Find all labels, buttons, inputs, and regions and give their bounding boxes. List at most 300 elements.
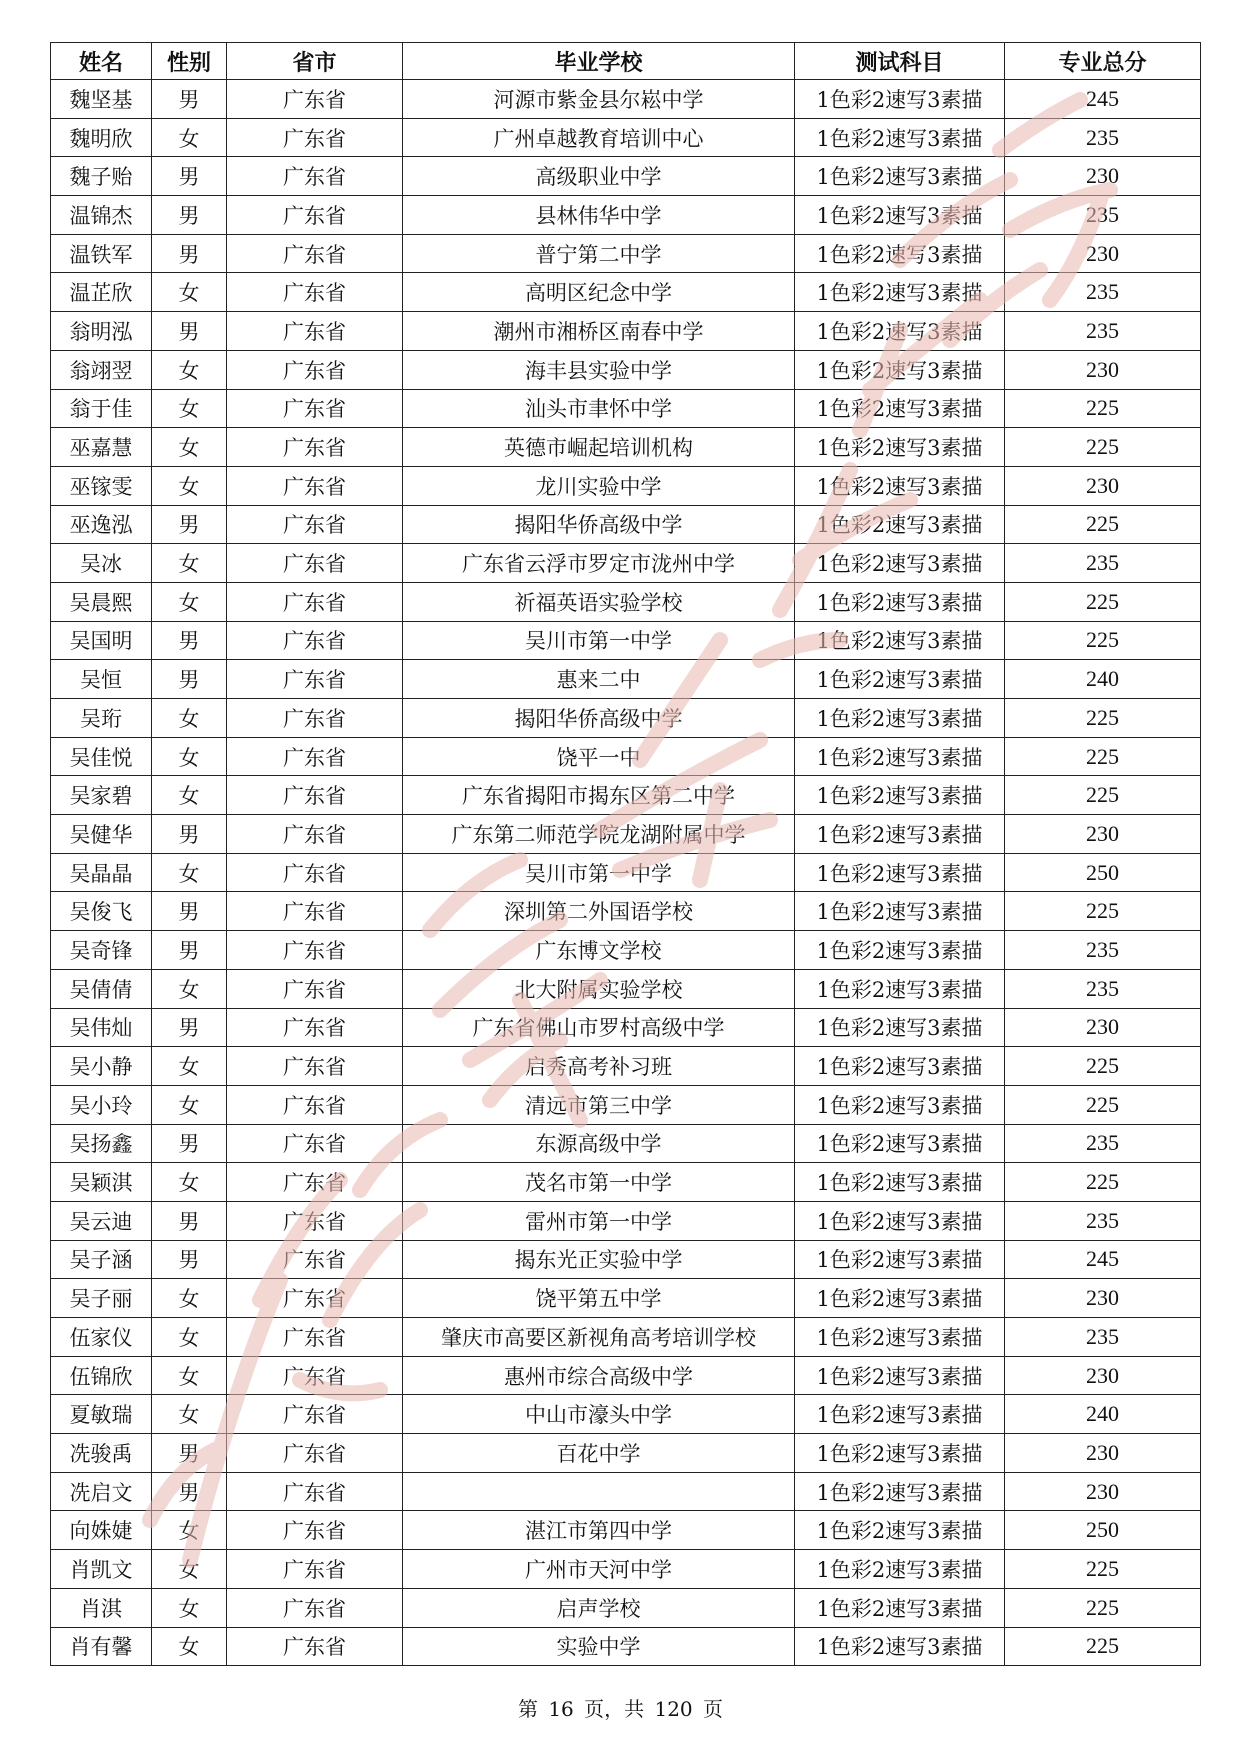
cell-subjects: 1色彩2速写3素描 — [795, 1163, 1005, 1202]
cell-name: 冼骏禹 — [51, 1434, 152, 1473]
cell-total-score: 245 — [1005, 80, 1201, 119]
cell-subjects: 1色彩2速写3素描 — [795, 505, 1005, 544]
cell-gender: 女 — [152, 1588, 227, 1627]
cell-subjects: 1色彩2速写3素描 — [795, 582, 1005, 621]
cell-province: 广东省 — [227, 312, 403, 351]
cell-province: 广东省 — [227, 157, 403, 196]
cell-subjects: 1色彩2速写3素描 — [795, 273, 1005, 312]
table-row — [51, 892, 1201, 931]
cell-province: 广东省 — [227, 80, 403, 119]
cell-school: 县林伟华中学 — [403, 196, 795, 235]
table-header-row — [51, 43, 1201, 80]
cell-province: 广东省 — [227, 544, 403, 583]
cell-school: 海丰县实验中学 — [403, 350, 795, 389]
cell-school: 高级职业中学 — [403, 157, 795, 196]
cell-gender: 女 — [152, 428, 227, 467]
cell-gender: 女 — [152, 466, 227, 505]
table-body — [51, 80, 1201, 1666]
cell-school: 惠来二中 — [403, 660, 795, 699]
cell-school: 祈福英语实验学校 — [403, 582, 795, 621]
cell-name: 吴佳悦 — [51, 737, 152, 776]
footer-page-prefix: 第 — [517, 1697, 538, 1721]
cell-total-score: 225 — [1005, 582, 1201, 621]
cell-subjects: 1色彩2速写3素描 — [795, 815, 1005, 854]
cell-school: 揭阳华侨高级中学 — [403, 505, 795, 544]
cell-subjects: 1色彩2速写3素描 — [795, 1085, 1005, 1124]
cell-total-score: 235 — [1005, 196, 1201, 235]
table-row — [51, 1201, 1201, 1240]
footer-current-page: 16 — [548, 1697, 574, 1721]
header-name: 姓名 — [51, 43, 152, 80]
cell-school: 东源高级中学 — [403, 1124, 795, 1163]
cell-name: 吴倩倩 — [51, 969, 152, 1008]
cell-total-score: 225 — [1005, 1085, 1201, 1124]
cell-subjects: 1色彩2速写3素描 — [795, 1356, 1005, 1395]
table-row — [51, 1318, 1201, 1357]
cell-school: 潮州市湘桥区南春中学 — [403, 312, 795, 351]
cell-gender: 女 — [152, 1395, 227, 1434]
cell-total-score: 230 — [1005, 466, 1201, 505]
cell-name: 吴晶晶 — [51, 853, 152, 892]
cell-total-score: 235 — [1005, 969, 1201, 1008]
cell-province: 广东省 — [227, 1627, 403, 1666]
cell-province: 广东省 — [227, 428, 403, 467]
cell-gender: 男 — [152, 660, 227, 699]
cell-province: 广东省 — [227, 1047, 403, 1086]
cell-gender: 男 — [152, 1434, 227, 1473]
cell-subjects: 1色彩2速写3素描 — [795, 466, 1005, 505]
cell-name: 吴国明 — [51, 621, 152, 660]
table-row — [51, 1434, 1201, 1473]
footer-page-mid: 页，共 — [584, 1697, 645, 1721]
cell-subjects: 1色彩2速写3素描 — [795, 157, 1005, 196]
cell-gender: 男 — [152, 505, 227, 544]
cell-province: 广东省 — [227, 1434, 403, 1473]
cell-total-score: 230 — [1005, 157, 1201, 196]
cell-name: 吴恒 — [51, 660, 152, 699]
cell-gender: 女 — [152, 969, 227, 1008]
cell-province: 广东省 — [227, 776, 403, 815]
cell-subjects: 1色彩2速写3素描 — [795, 1318, 1005, 1357]
cell-school: 饶平第五中学 — [403, 1279, 795, 1318]
cell-province: 广东省 — [227, 1201, 403, 1240]
cell-name: 温芷欣 — [51, 273, 152, 312]
cell-province: 广东省 — [227, 737, 403, 776]
cell-school: 中山市濠头中学 — [403, 1395, 795, 1434]
cell-gender: 女 — [152, 1550, 227, 1589]
cell-school: 普宁第二中学 — [403, 234, 795, 273]
cell-total-score: 235 — [1005, 1201, 1201, 1240]
cell-subjects: 1色彩2速写3素描 — [795, 234, 1005, 273]
cell-subjects: 1色彩2速写3素描 — [795, 1008, 1005, 1047]
cell-subjects: 1色彩2速写3素描 — [795, 1511, 1005, 1550]
table-row — [51, 196, 1201, 235]
cell-province: 广东省 — [227, 118, 403, 157]
cell-total-score: 230 — [1005, 1008, 1201, 1047]
table-row — [51, 1279, 1201, 1318]
cell-school: 北大附属实验学校 — [403, 969, 795, 1008]
cell-name: 肖凯文 — [51, 1550, 152, 1589]
cell-total-score: 225 — [1005, 892, 1201, 931]
cell-name: 吴晨熙 — [51, 582, 152, 621]
cell-name: 温铁军 — [51, 234, 152, 273]
cell-name: 魏子贻 — [51, 157, 152, 196]
cell-province: 广东省 — [227, 1124, 403, 1163]
cell-school: 广东省揭阳市揭东区第二中学 — [403, 776, 795, 815]
cell-total-score: 225 — [1005, 1550, 1201, 1589]
cell-school: 广东博文学校 — [403, 931, 795, 970]
cell-gender: 女 — [152, 1511, 227, 1550]
cell-name: 吴扬鑫 — [51, 1124, 152, 1163]
cell-school: 龙川实验中学 — [403, 466, 795, 505]
cell-school: 启声学校 — [403, 1588, 795, 1627]
cell-total-score: 225 — [1005, 1047, 1201, 1086]
cell-name: 伍家仪 — [51, 1318, 152, 1357]
cell-gender: 男 — [152, 1472, 227, 1511]
cell-total-score: 245 — [1005, 1240, 1201, 1279]
cell-province: 广东省 — [227, 699, 403, 738]
table-row — [51, 80, 1201, 119]
cell-school: 高明区纪念中学 — [403, 273, 795, 312]
table-row — [51, 853, 1201, 892]
table-row — [51, 969, 1201, 1008]
cell-name: 翁翊翌 — [51, 350, 152, 389]
table-row — [51, 1008, 1201, 1047]
cell-subjects: 1色彩2速写3素描 — [795, 1124, 1005, 1163]
table-row — [51, 621, 1201, 660]
cell-gender: 男 — [152, 234, 227, 273]
cell-name: 魏坚基 — [51, 80, 152, 119]
cell-total-score: 235 — [1005, 931, 1201, 970]
table-row — [51, 466, 1201, 505]
cell-subjects: 1色彩2速写3素描 — [795, 737, 1005, 776]
cell-subjects: 1色彩2速写3素描 — [795, 931, 1005, 970]
cell-province: 广东省 — [227, 1163, 403, 1202]
cell-subjects: 1色彩2速写3素描 — [795, 80, 1005, 119]
cell-school: 深圳第二外国语学校 — [403, 892, 795, 931]
cell-name: 吴伟灿 — [51, 1008, 152, 1047]
cell-province: 广东省 — [227, 1511, 403, 1550]
table-row — [51, 1047, 1201, 1086]
cell-gender: 男 — [152, 815, 227, 854]
cell-school: 清远市第三中学 — [403, 1085, 795, 1124]
cell-school: 广州卓越教育培训中心 — [403, 118, 795, 157]
cell-subjects: 1色彩2速写3素描 — [795, 853, 1005, 892]
cell-name: 伍锦欣 — [51, 1356, 152, 1395]
cell-province: 广东省 — [227, 969, 403, 1008]
cell-total-score: 230 — [1005, 234, 1201, 273]
cell-name: 吴家碧 — [51, 776, 152, 815]
cell-total-score: 230 — [1005, 1356, 1201, 1395]
table-row — [51, 1395, 1201, 1434]
cell-school: 饶平一中 — [403, 737, 795, 776]
cell-subjects: 1色彩2速写3素描 — [795, 892, 1005, 931]
cell-name: 夏敏瑞 — [51, 1395, 152, 1434]
cell-subjects: 1色彩2速写3素描 — [795, 699, 1005, 738]
table-row — [51, 1085, 1201, 1124]
cell-subjects: 1色彩2速写3素描 — [795, 969, 1005, 1008]
cell-province: 广东省 — [227, 1279, 403, 1318]
table-row — [51, 699, 1201, 738]
cell-school: 雷州市第一中学 — [403, 1201, 795, 1240]
cell-province: 广东省 — [227, 389, 403, 428]
cell-province: 广东省 — [227, 660, 403, 699]
cell-total-score: 225 — [1005, 505, 1201, 544]
cell-subjects: 1色彩2速写3素描 — [795, 544, 1005, 583]
table-row — [51, 389, 1201, 428]
cell-total-score: 235 — [1005, 544, 1201, 583]
cell-gender: 女 — [152, 273, 227, 312]
cell-total-score: 225 — [1005, 621, 1201, 660]
cell-gender: 女 — [152, 1279, 227, 1318]
cell-province: 广东省 — [227, 1085, 403, 1124]
table-row — [51, 118, 1201, 157]
cell-total-score: 235 — [1005, 312, 1201, 351]
cell-province: 广东省 — [227, 1008, 403, 1047]
cell-name: 巫嘉慧 — [51, 428, 152, 467]
cell-province: 广东省 — [227, 1588, 403, 1627]
cell-gender: 女 — [152, 776, 227, 815]
cell-gender: 男 — [152, 196, 227, 235]
cell-subjects: 1色彩2速写3素描 — [795, 118, 1005, 157]
cell-gender: 女 — [152, 350, 227, 389]
cell-province: 广东省 — [227, 815, 403, 854]
table-row — [51, 660, 1201, 699]
cell-total-score: 230 — [1005, 1472, 1201, 1511]
table-row — [51, 1124, 1201, 1163]
cell-province: 广东省 — [227, 505, 403, 544]
cell-total-score: 230 — [1005, 815, 1201, 854]
cell-school: 百花中学 — [403, 1434, 795, 1473]
cell-province: 广东省 — [227, 892, 403, 931]
cell-school: 揭东光正实验中学 — [403, 1240, 795, 1279]
cell-province: 广东省 — [227, 1356, 403, 1395]
cell-province: 广东省 — [227, 931, 403, 970]
cell-name: 巫镓雯 — [51, 466, 152, 505]
header-total-score: 专业总分 — [1005, 43, 1201, 80]
cell-gender: 男 — [152, 157, 227, 196]
cell-name: 吴奇锋 — [51, 931, 152, 970]
cell-subjects: 1色彩2速写3素描 — [795, 1047, 1005, 1086]
cell-total-score: 225 — [1005, 737, 1201, 776]
cell-total-score: 225 — [1005, 776, 1201, 815]
cell-gender: 女 — [152, 582, 227, 621]
cell-gender: 女 — [152, 1163, 227, 1202]
table-row — [51, 1240, 1201, 1279]
cell-subjects: 1色彩2速写3素描 — [795, 1434, 1005, 1473]
cell-school: 惠州市综合高级中学 — [403, 1356, 795, 1395]
cell-subjects: 1色彩2速写3素描 — [795, 196, 1005, 235]
table-row — [51, 157, 1201, 196]
cell-gender: 女 — [152, 544, 227, 583]
cell-name: 温锦杰 — [51, 196, 152, 235]
cell-total-score: 235 — [1005, 1124, 1201, 1163]
header-province: 省市 — [227, 43, 403, 80]
cell-province: 广东省 — [227, 1318, 403, 1357]
cell-gender: 男 — [152, 1008, 227, 1047]
cell-subjects: 1色彩2速写3素描 — [795, 1588, 1005, 1627]
cell-province: 广东省 — [227, 466, 403, 505]
cell-total-score: 235 — [1005, 118, 1201, 157]
cell-subjects: 1色彩2速写3素描 — [795, 1240, 1005, 1279]
cell-province: 广东省 — [227, 273, 403, 312]
cell-name: 吴珩 — [51, 699, 152, 738]
table-row — [51, 428, 1201, 467]
cell-total-score: 225 — [1005, 1588, 1201, 1627]
cell-total-score: 235 — [1005, 273, 1201, 312]
cell-name: 吴小静 — [51, 1047, 152, 1086]
table-row — [51, 1163, 1201, 1202]
cell-total-score: 225 — [1005, 699, 1201, 738]
cell-gender: 女 — [152, 389, 227, 428]
cell-total-score: 250 — [1005, 1511, 1201, 1550]
cell-gender: 女 — [152, 699, 227, 738]
cell-school — [403, 1472, 795, 1511]
cell-name: 魏明欣 — [51, 118, 152, 157]
cell-name: 巫逸泓 — [51, 505, 152, 544]
cell-subjects: 1色彩2速写3素描 — [795, 660, 1005, 699]
cell-total-score: 230 — [1005, 350, 1201, 389]
cell-total-score: 230 — [1005, 1279, 1201, 1318]
cell-province: 广东省 — [227, 350, 403, 389]
cell-subjects: 1色彩2速写3素描 — [795, 621, 1005, 660]
cell-gender: 男 — [152, 1240, 227, 1279]
cell-name: 吴云迪 — [51, 1201, 152, 1240]
cell-school: 湛江市第四中学 — [403, 1511, 795, 1550]
cell-school: 启秀高考补习班 — [403, 1047, 795, 1086]
cell-gender: 女 — [152, 1085, 227, 1124]
cell-name: 吴子丽 — [51, 1279, 152, 1318]
cell-total-score: 225 — [1005, 389, 1201, 428]
header-school: 毕业学校 — [403, 43, 795, 80]
footer-total-pages: 120 — [654, 1697, 693, 1721]
cell-subjects: 1色彩2速写3素描 — [795, 1627, 1005, 1666]
cell-subjects: 1色彩2速写3素描 — [795, 389, 1005, 428]
cell-province: 广东省 — [227, 853, 403, 892]
cell-subjects: 1色彩2速写3素描 — [795, 776, 1005, 815]
cell-total-score: 240 — [1005, 660, 1201, 699]
table-row — [51, 1550, 1201, 1589]
cell-school: 茂名市第一中学 — [403, 1163, 795, 1202]
cell-total-score: 235 — [1005, 1318, 1201, 1357]
cell-total-score: 225 — [1005, 1163, 1201, 1202]
cell-province: 广东省 — [227, 234, 403, 273]
cell-subjects: 1色彩2速写3素描 — [795, 1201, 1005, 1240]
cell-name: 翁于佳 — [51, 389, 152, 428]
cell-subjects: 1色彩2速写3素描 — [795, 312, 1005, 351]
cell-province: 广东省 — [227, 1550, 403, 1589]
cell-name: 吴俊飞 — [51, 892, 152, 931]
table-row — [51, 1511, 1201, 1550]
results-table — [50, 42, 1201, 1666]
cell-total-score: 240 — [1005, 1395, 1201, 1434]
cell-total-score: 225 — [1005, 1627, 1201, 1666]
cell-total-score: 230 — [1005, 1434, 1201, 1473]
cell-name: 吴子涵 — [51, 1240, 152, 1279]
table-row — [51, 776, 1201, 815]
cell-name: 吴冰 — [51, 544, 152, 583]
cell-subjects: 1色彩2速写3素描 — [795, 350, 1005, 389]
header-subjects: 测试科目 — [795, 43, 1005, 80]
cell-school: 吴川市第一中学 — [403, 853, 795, 892]
cell-name: 肖淇 — [51, 1588, 152, 1627]
cell-school: 广东第二师范学院龙湖附属中学 — [403, 815, 795, 854]
table-row — [51, 815, 1201, 854]
table-row — [51, 1472, 1201, 1511]
cell-gender: 女 — [152, 1318, 227, 1357]
cell-school: 广州市天河中学 — [403, 1550, 795, 1589]
cell-total-score: 250 — [1005, 853, 1201, 892]
cell-province: 广东省 — [227, 1395, 403, 1434]
cell-school: 河源市紫金县尔崧中学 — [403, 80, 795, 119]
cell-gender: 男 — [152, 80, 227, 119]
cell-gender: 男 — [152, 621, 227, 660]
cell-subjects: 1色彩2速写3素描 — [795, 1472, 1005, 1511]
cell-school: 广东省云浮市罗定市泷州中学 — [403, 544, 795, 583]
table-row — [51, 1588, 1201, 1627]
cell-school: 广东省佛山市罗村高级中学 — [403, 1008, 795, 1047]
cell-gender: 女 — [152, 118, 227, 157]
cell-gender: 男 — [152, 1124, 227, 1163]
cell-gender: 男 — [152, 892, 227, 931]
table-row — [51, 350, 1201, 389]
cell-province: 广东省 — [227, 196, 403, 235]
cell-name: 翁明泓 — [51, 312, 152, 351]
table-row — [51, 931, 1201, 970]
results-sheet — [50, 42, 1200, 1666]
table-row — [51, 1356, 1201, 1395]
footer-page-suffix: 页 — [703, 1697, 724, 1721]
header-gender: 性别 — [152, 43, 227, 80]
table-row — [51, 544, 1201, 583]
cell-name: 肖有馨 — [51, 1627, 152, 1666]
cell-school: 揭阳华侨高级中学 — [403, 699, 795, 738]
table-row — [51, 737, 1201, 776]
table-row — [51, 582, 1201, 621]
cell-gender: 女 — [152, 1627, 227, 1666]
cell-subjects: 1色彩2速写3素描 — [795, 1279, 1005, 1318]
cell-school: 英德市崛起培训机构 — [403, 428, 795, 467]
cell-gender: 女 — [152, 1047, 227, 1086]
cell-name: 吴健华 — [51, 815, 152, 854]
cell-province: 广东省 — [227, 1240, 403, 1279]
cell-name: 吴小玲 — [51, 1085, 152, 1124]
cell-name: 向姝婕 — [51, 1511, 152, 1550]
table-row — [51, 505, 1201, 544]
cell-gender: 男 — [152, 931, 227, 970]
cell-name: 冼启文 — [51, 1472, 152, 1511]
cell-gender: 女 — [152, 853, 227, 892]
cell-gender: 男 — [152, 1201, 227, 1240]
cell-province: 广东省 — [227, 582, 403, 621]
cell-province: 广东省 — [227, 621, 403, 660]
cell-school: 肇庆市高要区新视角高考培训学校 — [403, 1318, 795, 1357]
cell-total-score: 225 — [1005, 428, 1201, 467]
cell-gender: 女 — [152, 737, 227, 776]
cell-name: 吴颖淇 — [51, 1163, 152, 1202]
cell-school: 汕头市聿怀中学 — [403, 389, 795, 428]
table-row — [51, 312, 1201, 351]
table-row — [51, 234, 1201, 273]
cell-subjects: 1色彩2速写3素描 — [795, 1395, 1005, 1434]
page-footer — [0, 1693, 1241, 1722]
table-row — [51, 273, 1201, 312]
cell-subjects: 1色彩2速写3素描 — [795, 1550, 1005, 1589]
cell-province: 广东省 — [227, 1472, 403, 1511]
table-row — [51, 1627, 1201, 1666]
cell-school: 吴川市第一中学 — [403, 621, 795, 660]
cell-gender: 女 — [152, 1356, 227, 1395]
